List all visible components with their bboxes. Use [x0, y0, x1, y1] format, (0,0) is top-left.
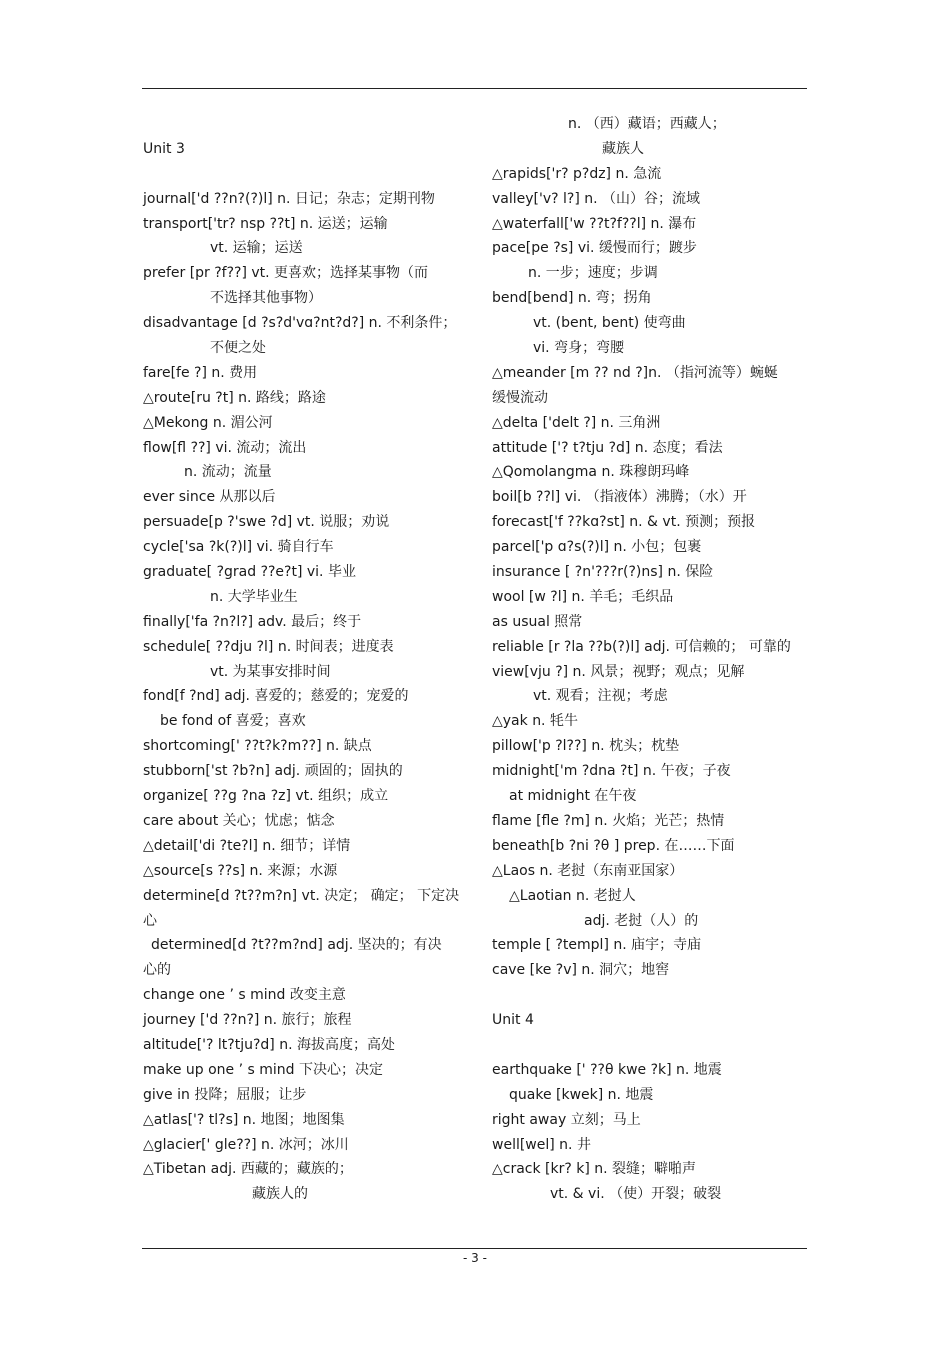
vocab-entry: temple [ ?templ] n. 庙宇；寺庙 [492, 937, 702, 954]
vocab-entry: pace[pe ?s] vi. 缓慢而行；踱步 [492, 240, 697, 257]
blank-line [492, 1033, 807, 1058]
vocab-continuation: adj. 老挝（人）的 [584, 912, 699, 929]
vocab-entry: graduate[ ?grad ??e?t] vi. 毕业 [143, 564, 356, 581]
vocab-entry: △route[ru ?t] n. 路线；路途 [143, 389, 326, 406]
vocab-entry: altitude['? lt?tju?d] n. 海拔高度；高处 [143, 1036, 395, 1053]
phrase-entry: as usual 照常 [492, 613, 583, 630]
vocab-entry: transport['tr? nsp ??t] n. 运送；运输 [143, 215, 388, 232]
vocab-entry: ever since 从那以后 [143, 489, 276, 506]
vocab-continuation: n. 一步；速度；步调 [528, 265, 658, 282]
vocab-entry: finally['fa ?n?l?] adv. 最后；终于 [143, 613, 362, 630]
vocab-entry: journal['d ??n?(?)l] n. 日记；杂志；定期刊物 [143, 190, 435, 207]
vocab-entry: attitude ['? t?tju ?d] n. 态度；看法 [492, 439, 723, 456]
unit-heading: Unit 4 [492, 1012, 534, 1029]
vocab-entry: prefer [pr ?f??] vt. 更喜欢；选择某事物（而 [143, 265, 429, 282]
vocab-entry: schedule[ ??dju ?l] n. 时间表；进度表 [143, 638, 394, 655]
phrase-entry: be fond of 喜爱；喜欢 [160, 713, 306, 730]
vocab-continuation: 藏族人 [602, 140, 644, 157]
vocab-entry: shortcoming[' ??t?k?m??] n. 缺点 [143, 738, 372, 755]
vocab-continuation: vt. 运输；运送 [210, 240, 303, 257]
vocab-continuation: n. 流动；流量 [184, 464, 272, 481]
vocab-entry: △glacier[' gle??] n. 冰河；冰川 [143, 1136, 349, 1153]
vocab-entry: △rapids['r? p?dz] n. 急流 [492, 165, 662, 182]
phrase-entry: change one ’ s mind 改变主意 [143, 987, 346, 1004]
vocab-entry: △Laos n. 老挝（东南亚国家） [492, 862, 684, 879]
blank-line [143, 112, 455, 137]
vocab-entry: disadvantage [d ?s?d'vɑ?nt?d?] n. 不利条件； [143, 315, 457, 332]
vocab-entry: parcel['p ɑ?s(?)l] n. 小包；包裹 [492, 539, 702, 556]
vocab-continuation: vi. 弯身；弯腰 [533, 340, 625, 357]
vocab-entry: journey ['d ??n?] n. 旅行；旅程 [143, 1012, 352, 1029]
vocab-continuation: 心 [143, 912, 157, 929]
header-rule [142, 88, 807, 89]
vocab-entry: well[wel] n. 井 [492, 1136, 591, 1153]
vocab-entry: boil[b ??l] vi. （指液体）沸腾；（水）开 [492, 489, 747, 506]
vocab-entry: △source[s ??s] n. 来源；水源 [143, 862, 338, 879]
vocab-entry: determine[d ?t??m?n] vt. 决定； 确定； 下定决 [143, 887, 460, 904]
vocab-entry: insurance [ ?n'???r(?)ns] n. 保险 [492, 564, 714, 581]
vocab-continuation: n. 大学毕业生 [210, 588, 298, 605]
vocab-entry: △yak n. 牦牛 [492, 713, 578, 730]
vocab-continuation: 心的 [143, 962, 171, 979]
vocab-continuation: vt. 为某事安排时间 [210, 663, 331, 680]
vocab-entry: cave [ke ?v] n. 洞穴；地窖 [492, 962, 670, 979]
left-column [143, 112, 460, 1207]
page-number: - 3 - [463, 1251, 487, 1265]
vocab-entry: persuade[p ?'swe ?d] vt. 说服；劝说 [143, 514, 390, 531]
vocab-entry: valley['v? l?] n. （山）谷；流域 [492, 190, 701, 207]
footer-rule [142, 1248, 807, 1249]
vocab-entry: fond[f ?nd] adj. 喜爱的；慈爱的；宠爱的 [143, 688, 409, 705]
vocab-entry: beneath[b ?ni ?θ ] prep. 在……下面 [492, 837, 735, 854]
phrase-entry: right away 立刻；马上 [492, 1111, 641, 1128]
vocab-entry: flame [fle ?m] n. 火焰；光芒；热情 [492, 812, 725, 829]
phrase-entry: at midnight 在午夜 [509, 788, 637, 805]
vocab-continuation: 藏族人的 [252, 1186, 308, 1203]
vocab-entry: △detail['di ?te?l] n. 细节；详情 [143, 837, 351, 854]
vocab-entry: wool [w ?l] n. 羊毛；毛织品 [492, 588, 674, 605]
vocab-entry: reliable [r ?la ??b(?)l] adj. 可信赖的； 可靠的 [492, 638, 791, 655]
blank-line [492, 983, 807, 1008]
vocab-entry: bend[bend] n. 弯；拐角 [492, 290, 652, 307]
vocab-entry: pillow['p ?l??] n. 枕头；枕垫 [492, 738, 680, 755]
vocab-continuation: n. （西）藏语；西藏人； [568, 116, 726, 132]
vocab-entry: midnight['m ?dna ?t] n. 午夜；子夜 [492, 763, 731, 780]
vocab-entry: earthquake [' ??θ kwe ?k] n. 地震 [492, 1061, 722, 1078]
phrase-entry: give in 投降；屈服；让步 [143, 1086, 307, 1103]
vocab-entry: △delta ['delt ?] n. 三角洲 [492, 414, 661, 431]
phrase-entry: care about 关心；忧虑；惦念 [143, 812, 335, 829]
vocab-entry: cycle['sa ?k(?)l] vi. 骑自行车 [143, 539, 334, 556]
vocab-entry: △Qomolangma n. 珠穆朗玛峰 [492, 464, 690, 481]
vocab-continuation: vt. 观看；注视；考虑 [533, 688, 668, 705]
vocab-entry: △crack [kr? k] n. 裂缝；噼啪声 [492, 1161, 697, 1178]
vocab-continuation: vt. & vi. （使）开裂；破裂 [550, 1186, 722, 1203]
vocab-entry: flow[fl ??] vi. 流动；流出 [143, 439, 307, 456]
phrase-entry: make up one ’ s mind 下决心；决定 [143, 1061, 383, 1078]
vocab-entry: △Laotian n. 老挝人 [509, 887, 636, 904]
vocab-entry: organize[ ??g ?na ?z] vt. 组织；成立 [143, 788, 389, 805]
unit-heading: Unit 3 [143, 140, 185, 157]
right-column [492, 112, 807, 1207]
vocab-entry: fare[fe ?] n. 费用 [143, 364, 258, 381]
vocab-entry: view[vju ?] n. 风景；视野；观点；见解 [492, 663, 745, 680]
vocab-entry: △waterfall['w ??t?f??l] n. 瀑布 [492, 215, 697, 232]
vocab-continuation: 不便之处 [210, 340, 266, 357]
vocab-entry: △atlas['? tl?s] n. 地图；地图集 [143, 1111, 345, 1128]
vocab-entry: △Mekong n. 湄公河 [143, 414, 273, 431]
vocab-entry: quake [kwek] n. 地震 [509, 1086, 654, 1103]
vocab-entry: stubborn['st ?b?n] adj. 顽固的；固执的 [143, 763, 403, 780]
vocab-entry: △meander [m ?? nd ?]n. （指河流等）蜿蜒 [492, 364, 778, 381]
vocab-entry: △Tibetan adj. 西藏的；藏族的； [143, 1161, 353, 1178]
vocab-entry: forecast['f ??kɑ?st] n. & vt. 预测；预报 [492, 514, 756, 531]
vocab-continuation: 缓慢流动 [492, 389, 548, 406]
vocab-entry: determined[d ?t??m?nd] adj. 坚决的；有决 [151, 937, 442, 954]
blank-line [143, 162, 455, 187]
vocab-continuation: 不选择其他事物） [210, 290, 322, 307]
vocab-continuation: vt. (bent, bent) 使弯曲 [533, 315, 686, 332]
